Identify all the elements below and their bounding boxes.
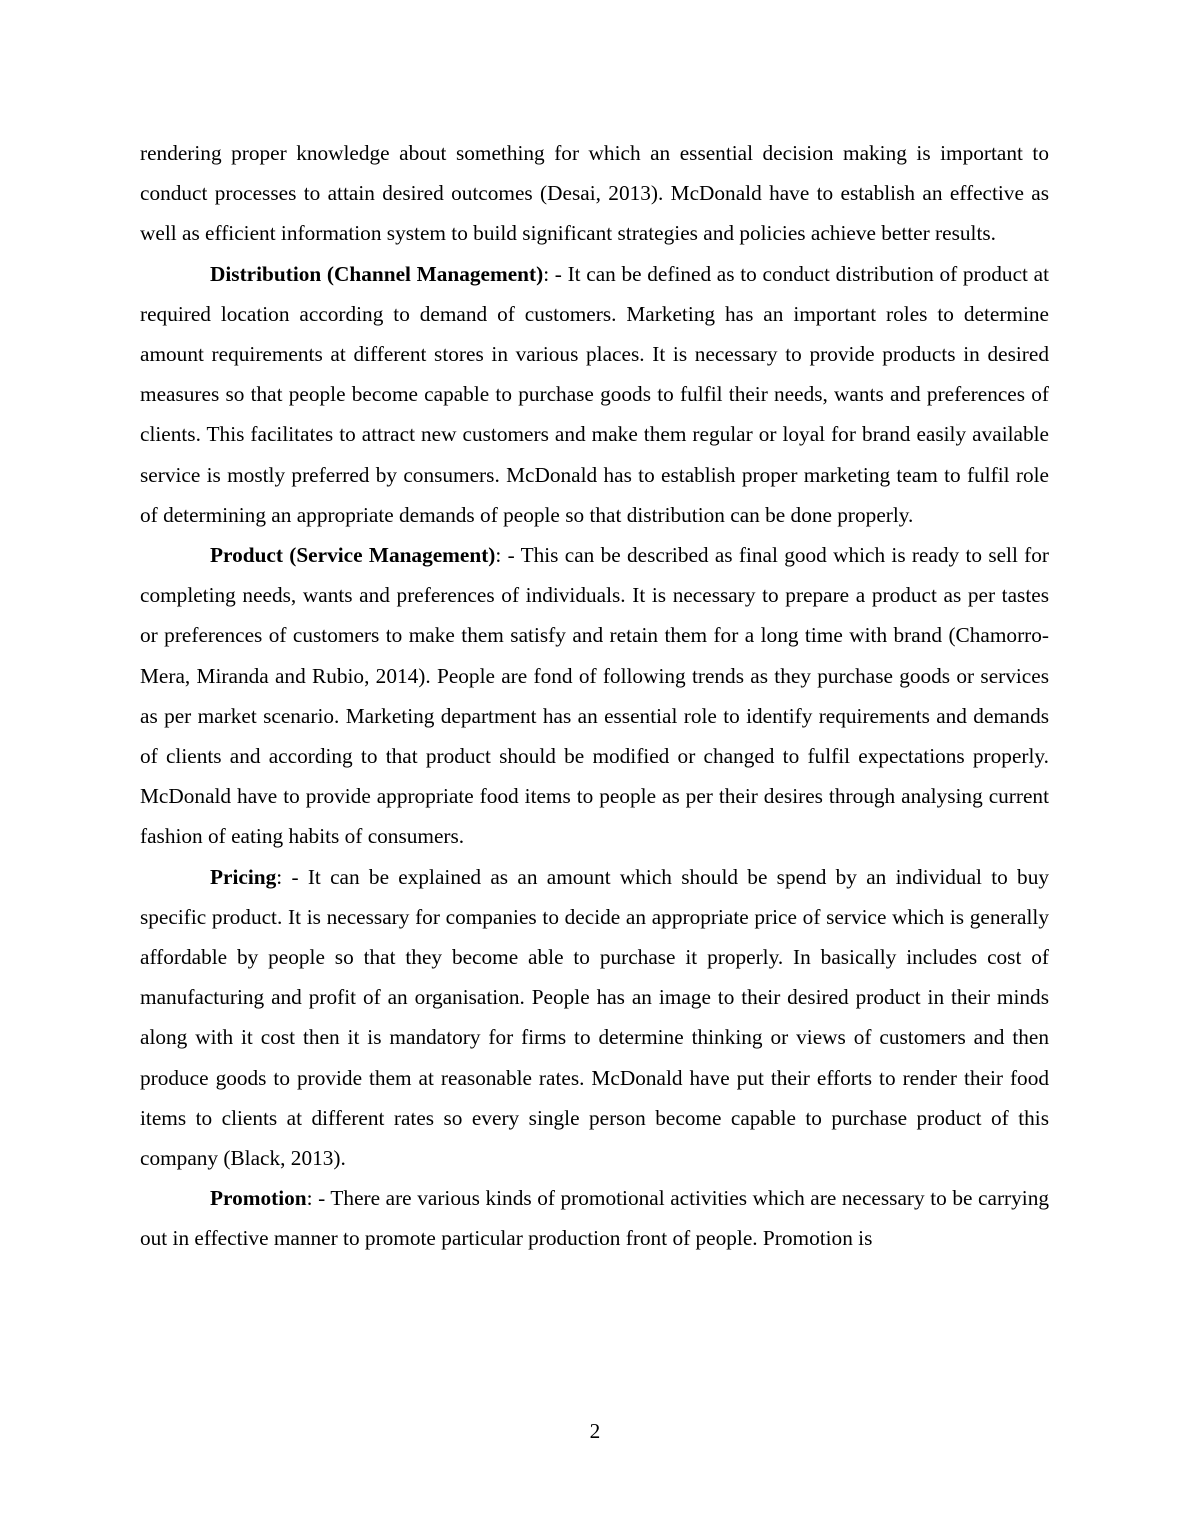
- paragraph-text: rendering proper knowledge about something for which an essential decision making is important to conduct processes to attain desired outcomes (Desai, 2013). McDonald have to establish an effective as well as efficient information system to build significant strategies and policies achieve better results.: [140, 141, 1049, 246]
- document-body: [140, 133, 1049, 1259]
- paragraph-pricing: [140, 857, 1049, 1179]
- paragraph-text: There are various kinds of promotional activities which are necessary to be carrying out in effective manner to promote particular production front of people. Promotion is: [140, 1186, 1049, 1251]
- paragraph-text: It can be defined as to conduct distribution of product at required location according to demand of customers. Marketing has an important roles to determine amount requirements at different stores in various places. It is necessary to provide products in desired measures so that people become capable to purchase goods to fulfil their needs, wants and preferences of clients. This facilitates to attract new customers and make them regular or loyal for brand easily available service is mostly preferred by consumers. McDonald has to establish proper marketing team to fulfil role of determining an appropriate demands of people so that distribution can be done properly.: [140, 261, 1049, 527]
- paragraph-distribution: [140, 254, 1049, 535]
- section-heading-promotion: Promotion: [210, 1186, 307, 1211]
- paragraph-continuation: [140, 133, 1049, 254]
- section-heading-product: Product (Service Management): [210, 543, 496, 568]
- page-number: 2: [589, 1419, 601, 1443]
- section-heading-distribution: Distribution (Channel Management): [210, 261, 544, 286]
- section-heading-pricing: Pricing: [210, 864, 277, 889]
- paragraph-text: It can be explained as an amount which should be spend by an individual to buy specific product. It is necessary for companies to decide an appropriate price of service which is generally affordable by people so that they become able to purchase it properly. In basically includes cost of manufacturing and profit of an organisation. People has an image to their desired product in their minds along with it cost then it is mandatory for firms to determine thinking or views of customers and then produce goods to provide them at reasonable rates. McDonald have put their efforts to render their food items to clients at different rates so every single person become capable to purchase product of this company (Black, 2013).: [140, 864, 1049, 1171]
- paragraph-text: This can be described as final good which is ready to sell for completing needs, wants and preferences of individuals. It is necessary to prepare a product as per tastes or preferences of customers to make them satisfy and retain them for a long time with brand (Chamorro-Mera, Miranda and Rubio, 2014). People are fond of following trends as they purchase goods or services as per market scenario. Marketing department has an essential role to identify requirements and demands of clients and according to that product should be modified or changed to fulfil expectations properly. McDonald have to provide appropriate food items to people as per their desires through analysing current fashion of eating habits of consumers.: [140, 543, 1050, 849]
- heading-separator: : -: [306, 1186, 331, 1211]
- paragraph-promotion: [140, 1178, 1049, 1258]
- paragraph-product: [140, 535, 1049, 857]
- heading-separator: : -: [495, 543, 521, 568]
- heading-separator: : -: [276, 864, 308, 889]
- heading-separator: : -: [543, 261, 568, 286]
